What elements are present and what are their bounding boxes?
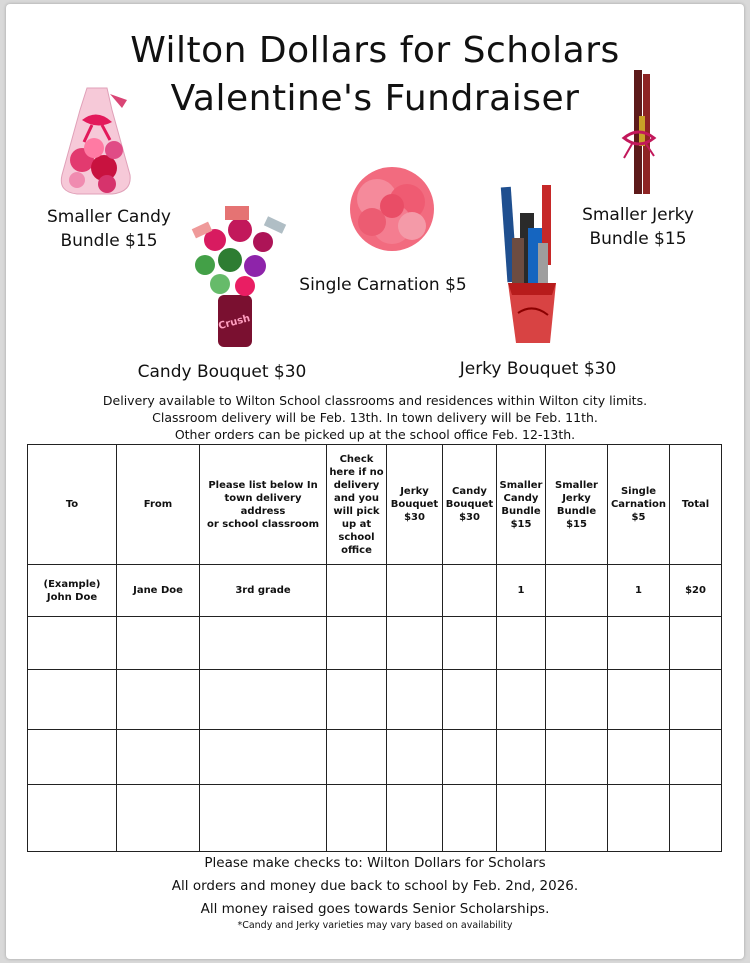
header-candy-bouquet: Candy Bouquet $30 — [443, 445, 497, 565]
blank-cell[interactable] — [443, 670, 497, 730]
table-row-blank — [28, 785, 722, 852]
blank-cell[interactable] — [117, 730, 200, 785]
delivery-info-3: Other orders can be picked up at the school office Feb. 12-13th. — [174, 427, 576, 442]
cell-to: (Example) John Doe — [28, 565, 117, 617]
header-smaller-jerky: Smaller Jerky Bundle $15 — [546, 445, 608, 565]
candy-bouquet-label: Candy Bouquet $30 — [137, 362, 307, 382]
blank-cell[interactable] — [117, 617, 200, 670]
blank-cell[interactable] — [443, 730, 497, 785]
header-row — [28, 445, 722, 565]
header-jerky-bouquet: Jerky Bouquet $30 — [387, 445, 443, 565]
header-pickup: Check here if no delivery and you will pick up at school office — [327, 445, 387, 565]
blank-cell[interactable] — [28, 730, 117, 785]
footer-checks: Please make checks to: Wilton Dollars for Scholars — [204, 855, 546, 871]
header-to: To — [28, 445, 117, 565]
header-total: Total — [670, 445, 722, 565]
footer-scholarships: All money raised goes towards Senior Scholarships. — [200, 901, 550, 917]
blank-cell[interactable] — [546, 670, 608, 730]
blank-cell[interactable] — [608, 785, 670, 852]
blank-cell[interactable] — [387, 730, 443, 785]
smaller-candy-bundle-label — [36, 205, 182, 253]
blank-cell[interactable] — [497, 785, 546, 852]
delivery-info-2: Classroom delivery will be Feb. 13th. In town delivery will be Feb. 11th. — [152, 410, 598, 425]
blank-cell[interactable] — [200, 670, 327, 730]
blank-cell[interactable] — [670, 617, 722, 670]
table-row-blank — [28, 670, 722, 730]
smaller-jerky-bundle-image — [614, 66, 664, 198]
carnation-image — [342, 164, 442, 254]
blank-cell[interactable] — [200, 785, 327, 852]
cell-from: Jane Doe — [117, 565, 200, 617]
blank-cell[interactable] — [443, 617, 497, 670]
smaller-candy-bundle-image — [52, 80, 142, 198]
blank-cell[interactable] — [497, 730, 546, 785]
candy-bouquet-image — [185, 200, 290, 350]
delivery-info-1: Delivery available to Wilton School classrooms and residences within Wilton city limits. — [102, 393, 648, 408]
smaller-candy-line-1: Smaller Candy — [47, 207, 171, 227]
blank-cell[interactable] — [546, 617, 608, 670]
blank-cell[interactable] — [387, 617, 443, 670]
footnote: *Candy and Jerky varieties may vary based on availability — [237, 920, 513, 931]
order-form-table — [27, 444, 722, 852]
header-smaller-candy: Smaller Candy Bundle $15 — [497, 445, 546, 565]
blank-cell[interactable] — [546, 785, 608, 852]
blank-cell[interactable] — [443, 785, 497, 852]
cell-address: 3rd grade — [200, 565, 327, 617]
footer-due-date: All orders and money due back to school by Feb. 2nd, 2026. — [171, 878, 579, 894]
blank-cell[interactable] — [117, 785, 200, 852]
cell-smaller-jerky — [546, 565, 608, 617]
blank-cell[interactable] — [327, 670, 387, 730]
jerky-bouquet-label: Jerky Bouquet $30 — [459, 359, 617, 379]
blank-cell[interactable] — [28, 617, 117, 670]
title-line-1: Wilton Dollars for Scholars — [130, 30, 620, 71]
blank-cell[interactable] — [28, 785, 117, 852]
blank-cell[interactable] — [200, 617, 327, 670]
smaller-jerky-bundle-label — [570, 203, 706, 251]
cell-smaller-candy: 1 — [497, 565, 546, 617]
smaller-jerky-line-2: Bundle $15 — [589, 229, 687, 249]
blank-cell[interactable] — [670, 785, 722, 852]
blank-cell[interactable] — [327, 617, 387, 670]
table-row-blank — [28, 730, 722, 785]
cell-total: $20 — [670, 565, 722, 617]
blank-cell[interactable] — [670, 670, 722, 730]
blank-cell[interactable] — [327, 785, 387, 852]
single-carnation-label: Single Carnation $5 — [299, 275, 467, 295]
blank-cell[interactable] — [497, 670, 546, 730]
blank-cell[interactable] — [117, 670, 200, 730]
blank-cell[interactable] — [608, 670, 670, 730]
svg-text:Crush: Crush — [217, 313, 252, 333]
table-row-blank — [28, 617, 722, 670]
cell-single-carnation: 1 — [608, 565, 670, 617]
smaller-jerky-line-1: Smaller Jerky — [582, 205, 694, 225]
blank-cell[interactable] — [200, 730, 327, 785]
header-address: Please list below In town delivery address or school classroom — [200, 445, 327, 565]
cell-candy-bouquet — [443, 565, 497, 617]
blank-cell[interactable] — [387, 785, 443, 852]
blank-cell[interactable] — [608, 617, 670, 670]
blank-cell[interactable] — [497, 617, 546, 670]
smaller-candy-line-2: Bundle $15 — [60, 231, 158, 251]
blank-cell[interactable] — [387, 670, 443, 730]
cell-jerky-bouquet — [387, 565, 443, 617]
cell-pickup — [327, 565, 387, 617]
blank-cell[interactable] — [670, 730, 722, 785]
jerky-bouquet-image — [498, 183, 568, 348]
title-line-2: Valentine's Fundraiser — [170, 78, 580, 119]
header-single-carnation: Single Carnation $5 — [608, 445, 670, 565]
blank-cell[interactable] — [327, 730, 387, 785]
blank-cell[interactable] — [546, 730, 608, 785]
header-from: From — [117, 445, 200, 565]
table-row-example — [28, 565, 722, 617]
blank-cell[interactable] — [608, 730, 670, 785]
blank-cell[interactable] — [28, 670, 117, 730]
